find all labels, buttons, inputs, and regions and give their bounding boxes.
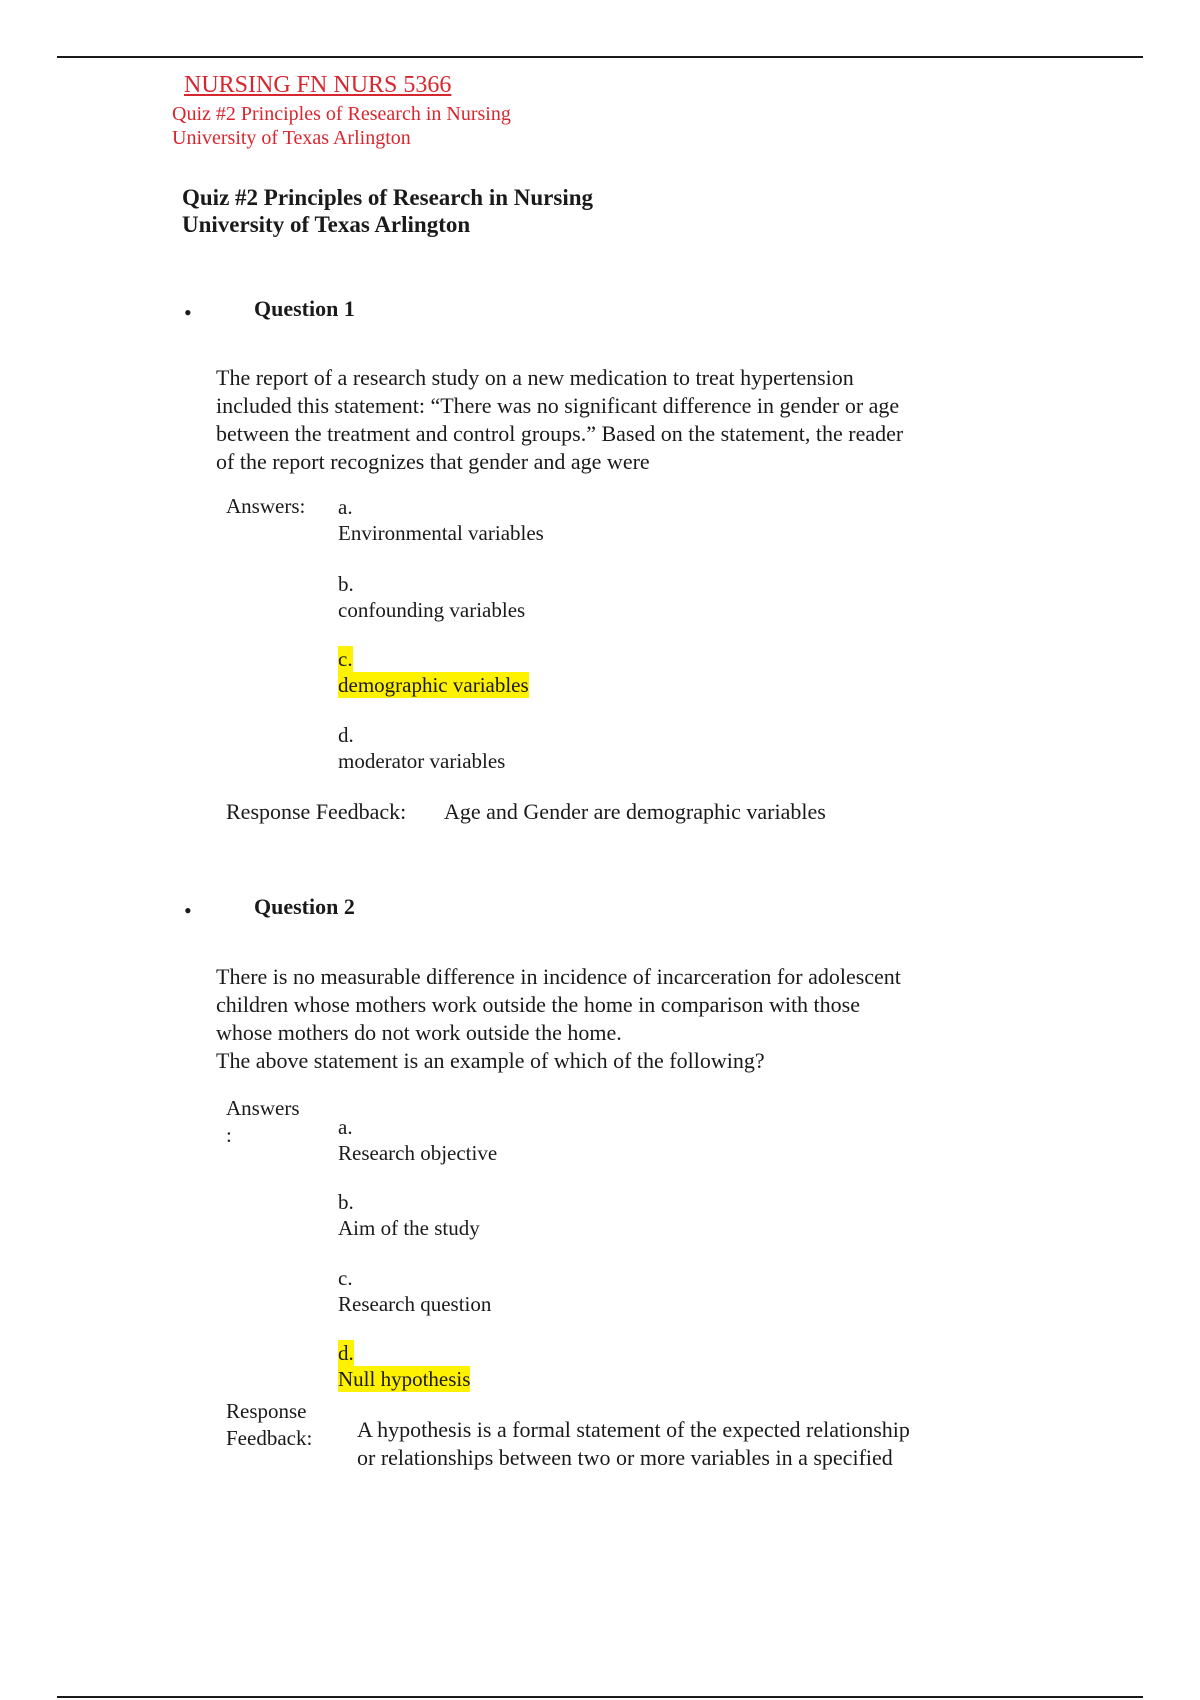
question-1-option-a: a. Environmental variables xyxy=(338,495,544,545)
bottom-rule xyxy=(57,1696,1143,1698)
question-2-feedback-label: Response Feedback: xyxy=(226,1399,313,1450)
question-1-text: The report of a research study on a new medication to treat hypertension included this statement: “There was no significant difference in gender or age between the treatment and control groups.” Based on the statement, the reader of the report recognizes that gender and age were xyxy=(216,365,904,474)
question-2-text: There is no measurable difference in incidence of incarceration for adolescent children whose mothers work outside the home in comparison with those whose mothers do not work outside the home. The above statement is an example of which of the following? xyxy=(216,964,901,1073)
header-quiz-title: Quiz #2 Principles of Research in Nursing xyxy=(172,103,511,125)
question-2-feedback-text: A hypothesis is a formal statement of the expected relationship or relationships between two or more variables in a specified xyxy=(357,1417,910,1470)
question-2-bullet: • xyxy=(184,898,192,923)
question-2-answers-label: Answers : xyxy=(226,1096,300,1147)
header-university: University of Texas Arlington xyxy=(172,127,411,149)
question-1-heading: Question 1 xyxy=(254,296,355,321)
question-2-option-c: c. Research question xyxy=(338,1266,492,1316)
document-subtitle: University of Texas Arlington xyxy=(182,212,471,237)
top-rule xyxy=(57,56,1143,58)
question-2-option-d-correct: d. Null hypothesis xyxy=(338,1341,471,1391)
question-2-heading: Question 2 xyxy=(254,894,355,919)
question-1-feedback-label: Response Feedback: xyxy=(226,799,407,824)
question-1-answers-label: Answers: xyxy=(226,494,306,518)
question-1-option-c-correct: c. demographic variables xyxy=(338,647,529,697)
question-1-option-d: d. moderator variables xyxy=(338,723,506,773)
question-1-bullet: • xyxy=(184,300,192,325)
course-link[interactable]: NURSING FN NURS 5366 xyxy=(184,72,452,98)
question-2-option-b: b. Aim of the study xyxy=(338,1190,480,1240)
question-1-option-b: b. confounding variables xyxy=(338,572,526,622)
question-1-feedback-text: Age and Gender are demographic variables xyxy=(444,799,826,824)
question-2-option-a: a. Research objective xyxy=(338,1115,498,1165)
document-title: Quiz #2 Principles of Research in Nursing xyxy=(182,185,594,210)
